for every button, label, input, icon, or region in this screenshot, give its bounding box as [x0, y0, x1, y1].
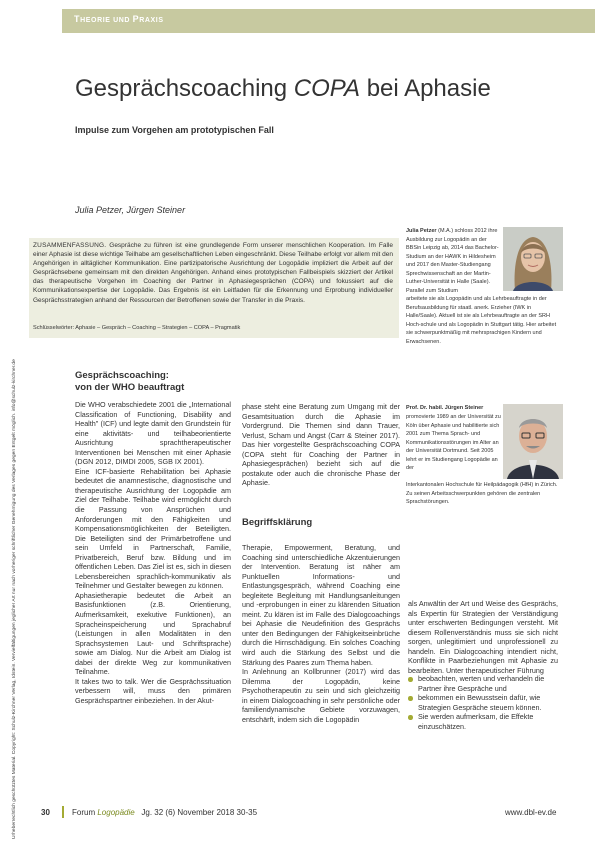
- page-number: 30: [41, 808, 50, 817]
- author-bio-petzer-cont: arbeitete sie als Logopädin und als Lehrbeauftragte in der Berufsausbildung für staatl. anerk. Erzieher (IWK in Halle/Saale). Aktuell ist sie als Lehrbeauftragte an der SRH Hoch-schule und als Logopädin in Stuttgart tätig. Hier arbeitet sie schwerpunktmäßig mit mehrsprachigen Kindern und Erwachsenen.: [406, 296, 557, 345]
- article-subtitle: Impulse zum Vorgehen am prototypischen Fall: [75, 125, 274, 135]
- section-label: THEORIE UND PRAXIS: [74, 14, 164, 24]
- article-authors: Julia Petzer, Jürgen Steiner: [75, 205, 186, 215]
- keywords: Schlüsselwörter: Aphasie – Gespräch – Coaching – Strategien – COPA – Pragmatik: [33, 325, 241, 331]
- column-2-text-a: phase steht eine Beratung zum Umgang mit der Gesamtsituation durch die Aphasie im Vordergrund. Die Themen sind dann Trauer, Verlust, Scham und Angst (Carr & Steiner 2017). Das hier vorgestellte Gesprächscoaching COPA (COPA steht für Coaching der Partner in Aphasiegesprächen) bezieht sich auf die postakute oder auch die chronische Phase der Aphasie.: [242, 402, 400, 488]
- bullet-list: [408, 674, 560, 731]
- author-bio-steiner: promovierte 1989 an der Universität zu Köln über Aphasie und habilitierte sich 2001 zum Thema Sprach- und Kommunikationsstörungen im Alter an der Universität Dortmund. Seit 2005 lehrt er im Studiengang Logopädie an der: [406, 414, 501, 471]
- copyright-note: Urheberrechtlich geschütztes Material. Copyright: Schulz-Kirchner Verlag, Idstein. Vervielfältigungen jeglicher Art nur nach vorheriger schriftlicher Genehmigung des Verlages gegen Entgelt möglich. info@schulz-kirchner.de: [12, 359, 17, 839]
- author-photo-petzer: [503, 227, 563, 291]
- section-heading-who: Gesprächscoaching: von der WHO beauftragt: [75, 370, 185, 393]
- paragraph: In Anlehnung an Kollbrunner (2017) wird das Dilemma der Logopädin, keine Psychotherapeutin zu sein und sich gleichzeitig in einem Dialogcoaching in sehr persönliche oder familiendynamische Gebiete vorzuwagen, entschärft, indem sich die Logopädin: [242, 667, 400, 724]
- author-bio-petzer: Julia Petzer (M.A.) schloss 2012 ihre Ausbildung zur Logopädin an der BBSin Leipzig ab, 2014 das Bachelor-Studium an der HAWK in Hildesheim und 2017 den Master-Studiengang Sprechwissenschaft an der Martin-Luther-Universität in Halle (Saale). Parallel zum Studium: [406, 228, 499, 294]
- column-1-text: [75, 400, 231, 706]
- list-item: Sie werden aufmerksam, die Effekte einzuschätzen.: [408, 712, 560, 731]
- column-3-text: als Anwältin der Art und Weise des Gesprächs, als Expertin für Strategien der Verständigung unter erschwerten Bedingungen versteht. Mit diesem Rollenverständnis muss sie sich nicht sorgen, unlegitimiert und unprofessionell zu handeln. Ein Dialogcoaching intendiert nicht, Konflikte in Paarbeziehungen mit Aphasie zu bearbeiten. Unter therapeutischer Führung: [408, 599, 558, 675]
- footer-divider: [62, 806, 64, 818]
- paragraph: It takes two to talk. Wer die Gesprächssituation verbessern will, muss den primären Gesprächspartner einbeziehen. In der Akut-: [75, 676, 231, 705]
- footer-journal: Forum Logopädie Jg. 32 (6) November 2018 30-35: [72, 808, 258, 817]
- list-item: beobachten, werten und verhandeln die Partner ihre Gespräche und: [408, 674, 560, 693]
- author-bio-steiner-cont: Interkantonalen Hochschule für Heilpädagogik (HfH) in Zürich. Zu seinen Arbeitsschwerpunkten gehören die zentralen Sprachstörungen.: [406, 482, 558, 505]
- paragraph: Aphasietherapie bedeutet die Arbeit an Basisfunktionen (z.B. Orientierung, Aufmerksamkeit, exekutive Funktionen), an Spracheinspeicherung und Sprachabruf (Leistungen in allen Modalitäten in den Sprachsystemen Laut- und Schriftsprache) sowie am Dialog. Nur die Arbeit am Dialog ist dabei der direkte Weg zur kommunikativen Teilnahme.: [75, 590, 231, 677]
- author-photo-steiner: [503, 404, 563, 479]
- article-title: Gesprächscoaching COPA bei Aphasie: [75, 75, 491, 102]
- abstract-text: ZUSAMMENFASSUNG. Gespräche zu führen ist eine grundlegende Form unserer menschlichen Kooperation. Im Falle einer Aphasie ist diese wichtige Teilhabe am gesellschaftlichen Leben eingeschränkt. Diese Teilhabe erfolgt vor allem mit den Angehörigen in alltäglicher Kommunikation. Eine partizipatorische Ausrichtung der Logopädie impliziert die Arbeit auf der Gesprächsebene gemeinsam mit den direkten Angehörigen. Anhand eines prototypischen Fallbeispiels skizziert der Artikel das therapeutische Vorgehen im Coaching der Partner in Aphasiegesprächen (COPA) und fokussiert auf die Kommunikationsexpertise der Logopädie. Das Ergebnis ist ein Leitfaden für die Erkennung und Erprobung individueller Gesprächsstrategien anhand der Ressourcen der Betroffenen sowie der Transfer in die Praxis.: [33, 242, 393, 304]
- footer-url[interactable]: www.dbl-ev.de: [505, 808, 557, 817]
- paragraph: Eine ICF-basierte Rehabilitation bei Aphasie bedeutet die anamnestische, diagnostische und therapeutische Ausrichtung der Logopädie am Ziel der Teilhabe. Teilhabe wird ermöglicht durch die Passung von Ansprüchen und Anforderungen mit den Fähigkeiten und Kompensationsmöglichkeiten der Beteiligten. Die Beteiligten sind der Primärbetroffene und sein Umfeld in Partnerschaft, Familie, Privatbereich, Beruf bzw. Bildung und im öffentlichen Leben. Das Ziel ist es, sich in diesen Lebensbereichen sprachlich-kommunikativ als Teilnehmer und Gestalter bewegen zu können.: [75, 466, 231, 591]
- author-name-steiner: Prof. Dr. habil. Jürgen Steiner: [406, 405, 484, 411]
- list-item: bekommen ein Bewusstsein dafür, wie Strategien Gespräche steuern können.: [408, 693, 560, 712]
- paragraph: Die WHO verabschiedete 2001 die „International Classification of Functioning, Disability and Health" (ICF) und legte damit den Grundstein für eine aktivitäts- und teilhabeorientierte Ausrichtung sprachtherapeutischer Interventionen bei Menschen mit einer Aphasie (DGN 2012, DIMDI 2005, SGB IX 2001).: [75, 400, 231, 467]
- paragraph: Therapie, Empowerment, Beratung, und Coaching sind unterschiedliche Akzentuierungen der Intervention. Beratung ist näher am Punktuellen Informations- und Entlastungsgespräch, während Coaching eine begleitete Begleitung mit Handlungsanleitungen und -erprobungen in einer zu klärenden Situation meint. Zu klären ist im Falle des Dialogcoachings bei Aphasie die Neudefinition des Gesprächs unter den Bedingungen der Fähigkeitseinbrüche durch die Hirnschädigung. Ein solches Coaching wird auch die Stärkung des Selbst und die Stärkung des Paares zum Thema haben.: [242, 543, 400, 667]
- column-2-text-b: [242, 543, 400, 724]
- section-heading-begriff: Begriffsklärung: [242, 517, 313, 528]
